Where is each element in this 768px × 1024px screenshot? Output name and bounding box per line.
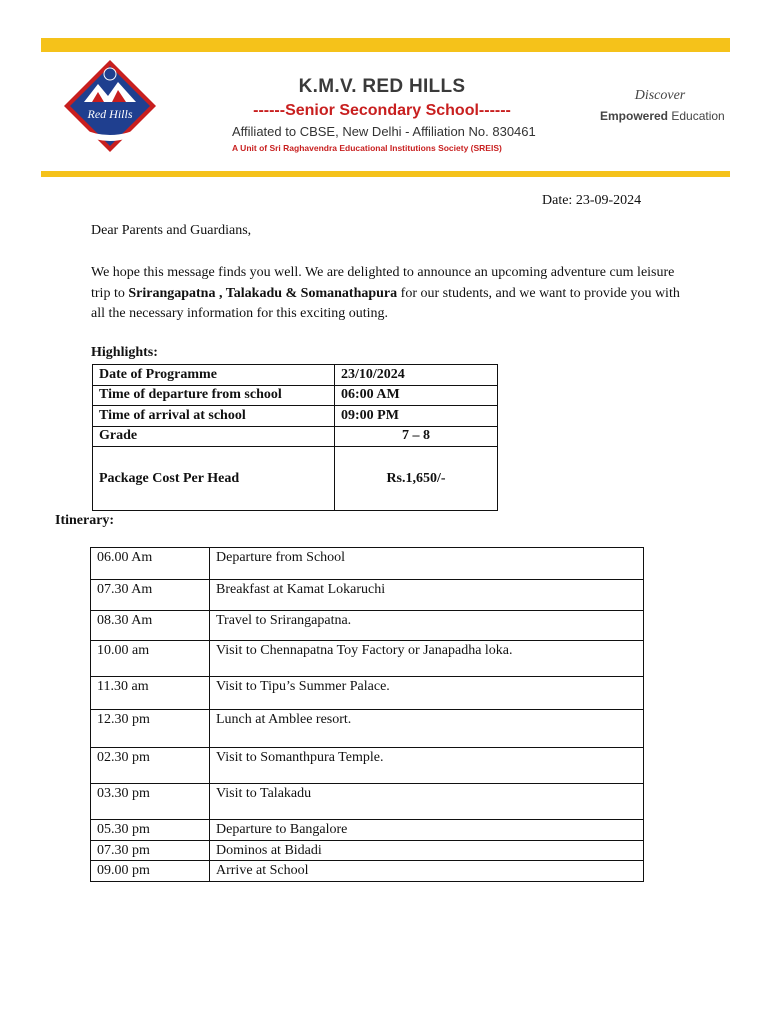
table-row xyxy=(91,784,644,820)
itinerary-activity: Visit to Somanthpura Temple. xyxy=(210,748,644,784)
itinerary-activity: Travel to Srirangapatna. xyxy=(210,611,644,641)
itinerary-activity: Arrive at School xyxy=(210,861,644,882)
school-logo-icon xyxy=(62,58,158,154)
itinerary-title: Itinerary: xyxy=(55,513,115,528)
highlight-value: 7 – 8 xyxy=(335,426,498,447)
itinerary-time: 08.30 Am xyxy=(91,611,210,641)
highlight-value: Rs.1,650/- xyxy=(335,447,498,511)
itinerary-activity: Dominos at Bidadi xyxy=(210,841,644,861)
itinerary-time: 07.30 Am xyxy=(91,580,210,611)
itinerary-activity: Visit to Chennapatna Toy Factory or Janapadha loka. xyxy=(210,641,644,677)
itinerary-time: 11.30 am xyxy=(91,677,210,710)
intro-paragraph: We hope this message finds you well. We are delighted to announce an upcoming adventure cum leisure trip to Srirangapatna , Talakadu & Somanathapura for our students, and we want to provide you with all the necessary information for this exciting outing. xyxy=(91,265,680,321)
table-row xyxy=(91,748,644,784)
school-subtitle: ------Senior Secondary School------ xyxy=(253,102,511,119)
itinerary-table xyxy=(90,547,644,882)
itinerary-time: 12.30 pm xyxy=(91,710,210,748)
highlight-label: Package Cost Per Head xyxy=(93,447,335,511)
table-row xyxy=(91,677,644,710)
highlights-table xyxy=(92,364,498,511)
letter-date: Date: 23-09-2024 xyxy=(542,193,642,208)
salutation: Dear Parents and Guardians, xyxy=(91,223,252,238)
highlights-title: Highlights: xyxy=(91,345,158,360)
highlight-label: Time of departure from school xyxy=(93,385,335,406)
itinerary-time: 09.00 pm xyxy=(91,861,210,882)
highlight-label: Grade xyxy=(93,426,335,447)
table-row xyxy=(91,861,644,882)
table-row xyxy=(91,710,644,748)
table-row xyxy=(91,580,644,611)
table-row xyxy=(91,611,644,641)
itinerary-time: 05.30 pm xyxy=(91,820,210,841)
itinerary-activity: Breakfast at Kamat Lokaruchi xyxy=(210,580,644,611)
table-row xyxy=(93,365,498,386)
table-row xyxy=(91,548,644,580)
header-bottom-bar xyxy=(41,171,730,177)
itinerary-time: 07.30 pm xyxy=(91,841,210,861)
itinerary-time: 06.00 Am xyxy=(91,548,210,580)
table-row xyxy=(91,841,644,861)
table-row xyxy=(91,820,644,841)
itinerary-activity: Visit to Talakadu xyxy=(210,784,644,820)
affiliation-text: Affiliated to CBSE, New Delhi - Affiliation No. 830461 xyxy=(232,124,536,139)
tagline: Empowered Education xyxy=(600,109,725,123)
itinerary-activity: Visit to Tipu’s Summer Palace. xyxy=(210,677,644,710)
header-top-bar xyxy=(41,38,730,52)
school-name: K.M.V. RED HILLS xyxy=(298,76,466,97)
highlight-value: 09:00 PM xyxy=(335,406,498,427)
discover-text: Discover xyxy=(634,88,686,103)
table-row xyxy=(93,447,498,511)
table-row xyxy=(93,385,498,406)
table-row xyxy=(91,641,644,677)
unit-text: A Unit of Sri Raghavendra Educational Institutions Society (SREIS) xyxy=(232,143,502,153)
table-row xyxy=(93,426,498,447)
highlight-label: Date of Programme xyxy=(93,365,335,386)
table-row xyxy=(93,406,498,427)
itinerary-time: 10.00 am xyxy=(91,641,210,677)
highlight-value: 06:00 AM xyxy=(335,385,498,406)
itinerary-activity: Departure from School xyxy=(210,548,644,580)
itinerary-time: 02.30 pm xyxy=(91,748,210,784)
svg-text:Red Hills: Red Hills xyxy=(87,107,133,121)
highlight-label: Time of arrival at school xyxy=(93,406,335,427)
itinerary-activity: Lunch at Amblee resort. xyxy=(210,710,644,748)
highlight-value: 23/10/2024 xyxy=(335,365,498,386)
itinerary-activity: Departure to Bangalore xyxy=(210,820,644,841)
itinerary-time: 03.30 pm xyxy=(91,784,210,820)
